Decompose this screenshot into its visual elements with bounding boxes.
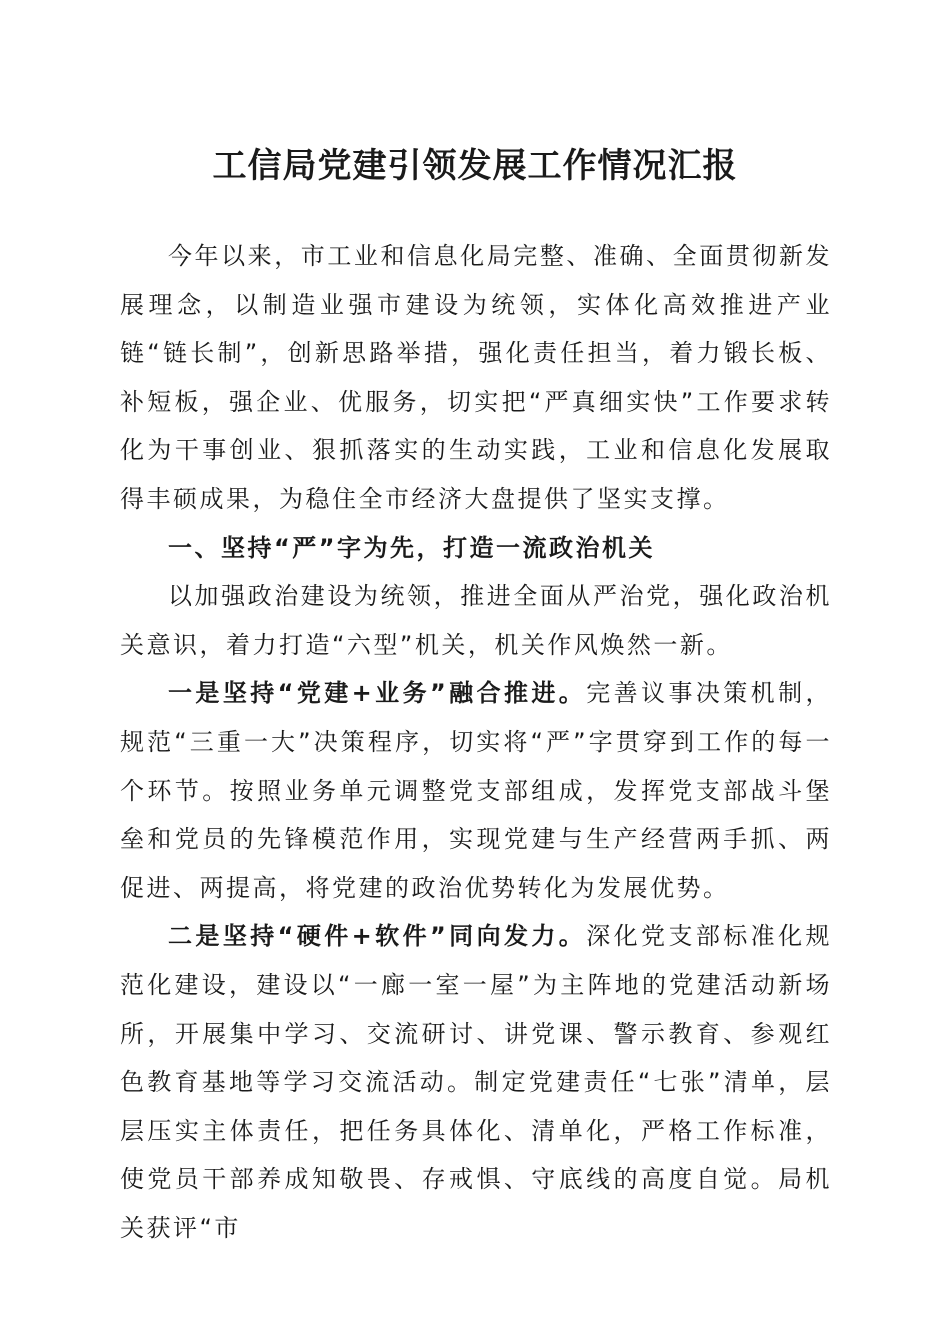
section-summary: 以加强政治建设为统领，推进全面从严治党，强化政治机关意识，着力打造“六型”机关，机关作风焕然一新。 bbox=[120, 582, 832, 659]
point-paragraph-2 bbox=[120, 912, 832, 1252]
point-text-1: 完善议事决策机制，规范“三重一大”决策程序，切实将“严”字贯穿到工作的每一个环节。按照业务单元调整党支部组成，发挥党支部战斗堡垒和党员的先锋模范作用，实现党建与生产经营两手抓、两促进、两提高，将党建的政治优势转化为发展优势。 bbox=[120, 679, 832, 902]
intro-paragraph: 今年以来，市工业和信息化局完整、准确、全面贯彻新发展理念，以制造业强市建设为统领，实体化高效推进产业链“链长制”，创新思路举措，强化责任担当，着力锻长板、补短板，强企业、优服务，切实把“严真细实快”工作要求转化为干事创业、狠抓落实的生动实践，工业和信息化发展取得丰硕成果，为稳住全市经济大盘提供了坚实支撑。 bbox=[120, 242, 832, 513]
section-heading: 一、坚持“严”字为先，打造一流政治机关 bbox=[168, 533, 656, 562]
point-paragraph-1 bbox=[120, 669, 832, 912]
point-lead-1: 一是坚持“党建+业务”融合推进。 bbox=[168, 679, 587, 708]
point-lead-2: 二是坚持“硬件+软件”同向发力。 bbox=[168, 922, 587, 951]
document-body bbox=[120, 232, 832, 1252]
document-title: 工信局党建引领发展工作情况汇报 bbox=[212, 146, 738, 186]
point-text-2: 深化党支部标准化规范化建设，建设以“一廊一室一屋”为主阵地的党建活动新场所，开展集中学习、交流研讨、讲党课、警示教育、参观红色教育基地等学习交流活动。制定党建责任“七张”清单，层层压实主体责任，把任务具体化、清单化，严格工作标准，使党员干部养成知敬畏、存戒惧、守底线的高度自觉。局机关获评“市 bbox=[120, 922, 832, 1242]
